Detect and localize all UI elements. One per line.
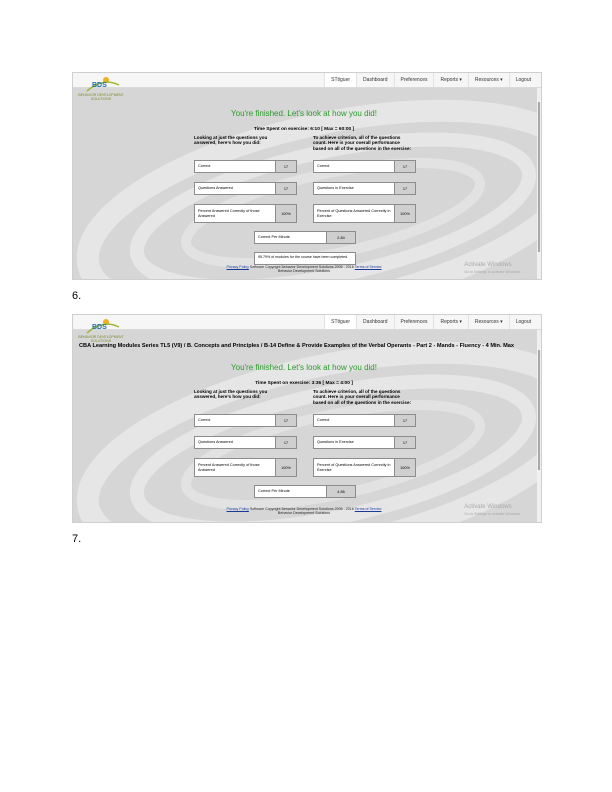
logo-word: BDS — [92, 82, 107, 89]
figure-number-6: 6. — [72, 290, 82, 302]
bds-logo[interactable] — [75, 75, 127, 101]
scrollbar-thumb[interactable] — [538, 102, 540, 252]
finished-heading: You're finished. Let's look at how you did! — [231, 363, 377, 372]
top-nav-bar — [73, 315, 541, 330]
time-spent: Time Spent on exercise: 6:10 [ Max = 60:00 ] — [253, 127, 355, 132]
overall-row-correct: Correct 17 — [313, 160, 416, 173]
activate-windows-watermark: Activate Windows Go to Settings to activate Windows. — [464, 504, 521, 516]
scrollbar[interactable] — [537, 330, 541, 522]
overall-row-in-exercise: Questions in Exercise 17 — [313, 182, 416, 195]
bds-logo[interactable] — [75, 317, 127, 343]
nav-menu — [324, 73, 537, 87]
nav-preferences[interactable]: Preferences — [394, 73, 434, 87]
course-progress-note: 95.79% of modules for the course have been completed. — [254, 252, 356, 265]
copyright-text: Software Copyright Behavior Development Solutions 2006 - 2016 — [249, 507, 354, 511]
exercise-breadcrumb: CBA Learning Modules Series TL5 (V9) / B. Concepts and Principles / B-14 Define & Provide Examples of the Verbal Operants - Part 2 - Mands - Fluency - 4 Min. Max — [79, 343, 514, 349]
logo-word: BDS — [92, 324, 107, 331]
privacy-policy-link[interactable]: Privacy Policy — [226, 507, 249, 511]
nav-menu — [324, 315, 537, 329]
nav-user[interactable]: STtiguer — [324, 73, 356, 87]
terms-of-service-link[interactable]: Terms of Service — [354, 507, 382, 511]
screenshot-1 — [72, 72, 542, 280]
right-column-header: To achieve criterion, all of the questions count. Here is your overall performance based on all of the questions in the exercise: — [313, 135, 412, 151]
nav-dashboard[interactable]: Dashboard — [356, 315, 393, 329]
finished-heading: You're finished. Let's look at how you did! — [231, 109, 377, 118]
left-column-header: Looking at just the questions you answered, here's how you did: — [194, 389, 268, 400]
activate-windows-watermark: Activate Windows Go to Settings to activate Windows. — [464, 262, 521, 274]
overall-row-percent: Percent of Questions Answered Correctly in Exercise 100% — [313, 204, 416, 223]
result-row-correct: Correct 17 — [194, 414, 297, 427]
company-name: Behavior Development Solutions — [277, 511, 331, 516]
top-nav-bar — [73, 73, 541, 88]
scrollbar[interactable] — [537, 88, 541, 279]
nav-reports[interactable]: Reports ▾ — [433, 315, 467, 329]
result-row-answered: Questions Answered 17 — [194, 182, 297, 195]
result-row-correct: Correct 17 — [194, 160, 297, 173]
logo-tagline: BEHAVIOR DEVELOPMENT SOLUTIONS — [78, 335, 124, 343]
screenshot-2 — [72, 314, 542, 523]
time-spent: Time Spent on exercise: 3:36 [ Max = 4:00 ] — [255, 381, 353, 386]
overall-row-percent: Percent of Questions Answered Correctly in Exercise 100% — [313, 458, 416, 477]
logo-tagline: BEHAVIOR DEVELOPMENT SOLUTIONS — [78, 93, 124, 101]
company-name: Behavior Development Solutions — [277, 269, 331, 274]
nav-preferences[interactable]: Preferences — [394, 315, 434, 329]
nav-resources[interactable]: Resources ▾ — [468, 73, 509, 87]
right-column-header: To achieve criterion, all of the questions count. Here is your overall performance based on all of the questions in the exercise: — [313, 389, 412, 405]
correct-per-minute-row: Correct Per Minute 4.86 — [254, 485, 356, 498]
terms-of-service-link[interactable]: Terms of Service — [354, 265, 382, 269]
nav-logout[interactable]: Logout — [509, 315, 537, 329]
result-row-percent: Percent Answered Correctly of those Answered 100% — [194, 458, 297, 477]
swirl-background — [73, 73, 541, 279]
left-column-header: Looking at just the questions you answered, here's how you did: — [194, 135, 268, 146]
nav-user[interactable]: STtiguer — [324, 315, 356, 329]
overall-row-correct: Correct 17 — [313, 414, 416, 427]
overall-row-in-exercise: Questions in Exercise 17 — [313, 436, 416, 449]
nav-resources[interactable]: Resources ▾ — [468, 315, 509, 329]
scrollbar-thumb[interactable] — [538, 350, 540, 470]
nav-dashboard[interactable]: Dashboard — [356, 73, 393, 87]
figure-number-7: 7. — [72, 533, 82, 545]
result-row-answered: Questions Answered 17 — [194, 436, 297, 449]
result-row-percent: Percent Answered Correctly of those Answered 100% — [194, 204, 297, 223]
nav-logout[interactable]: Logout — [509, 73, 537, 87]
copyright-text: Software Copyright Behavior Development Solutions 2006 - 2016 — [249, 265, 354, 269]
correct-per-minute-row: Correct Per Minute 2.84 — [254, 231, 356, 244]
privacy-policy-link[interactable]: Privacy Policy — [226, 265, 249, 269]
nav-reports[interactable]: Reports ▾ — [433, 73, 467, 87]
